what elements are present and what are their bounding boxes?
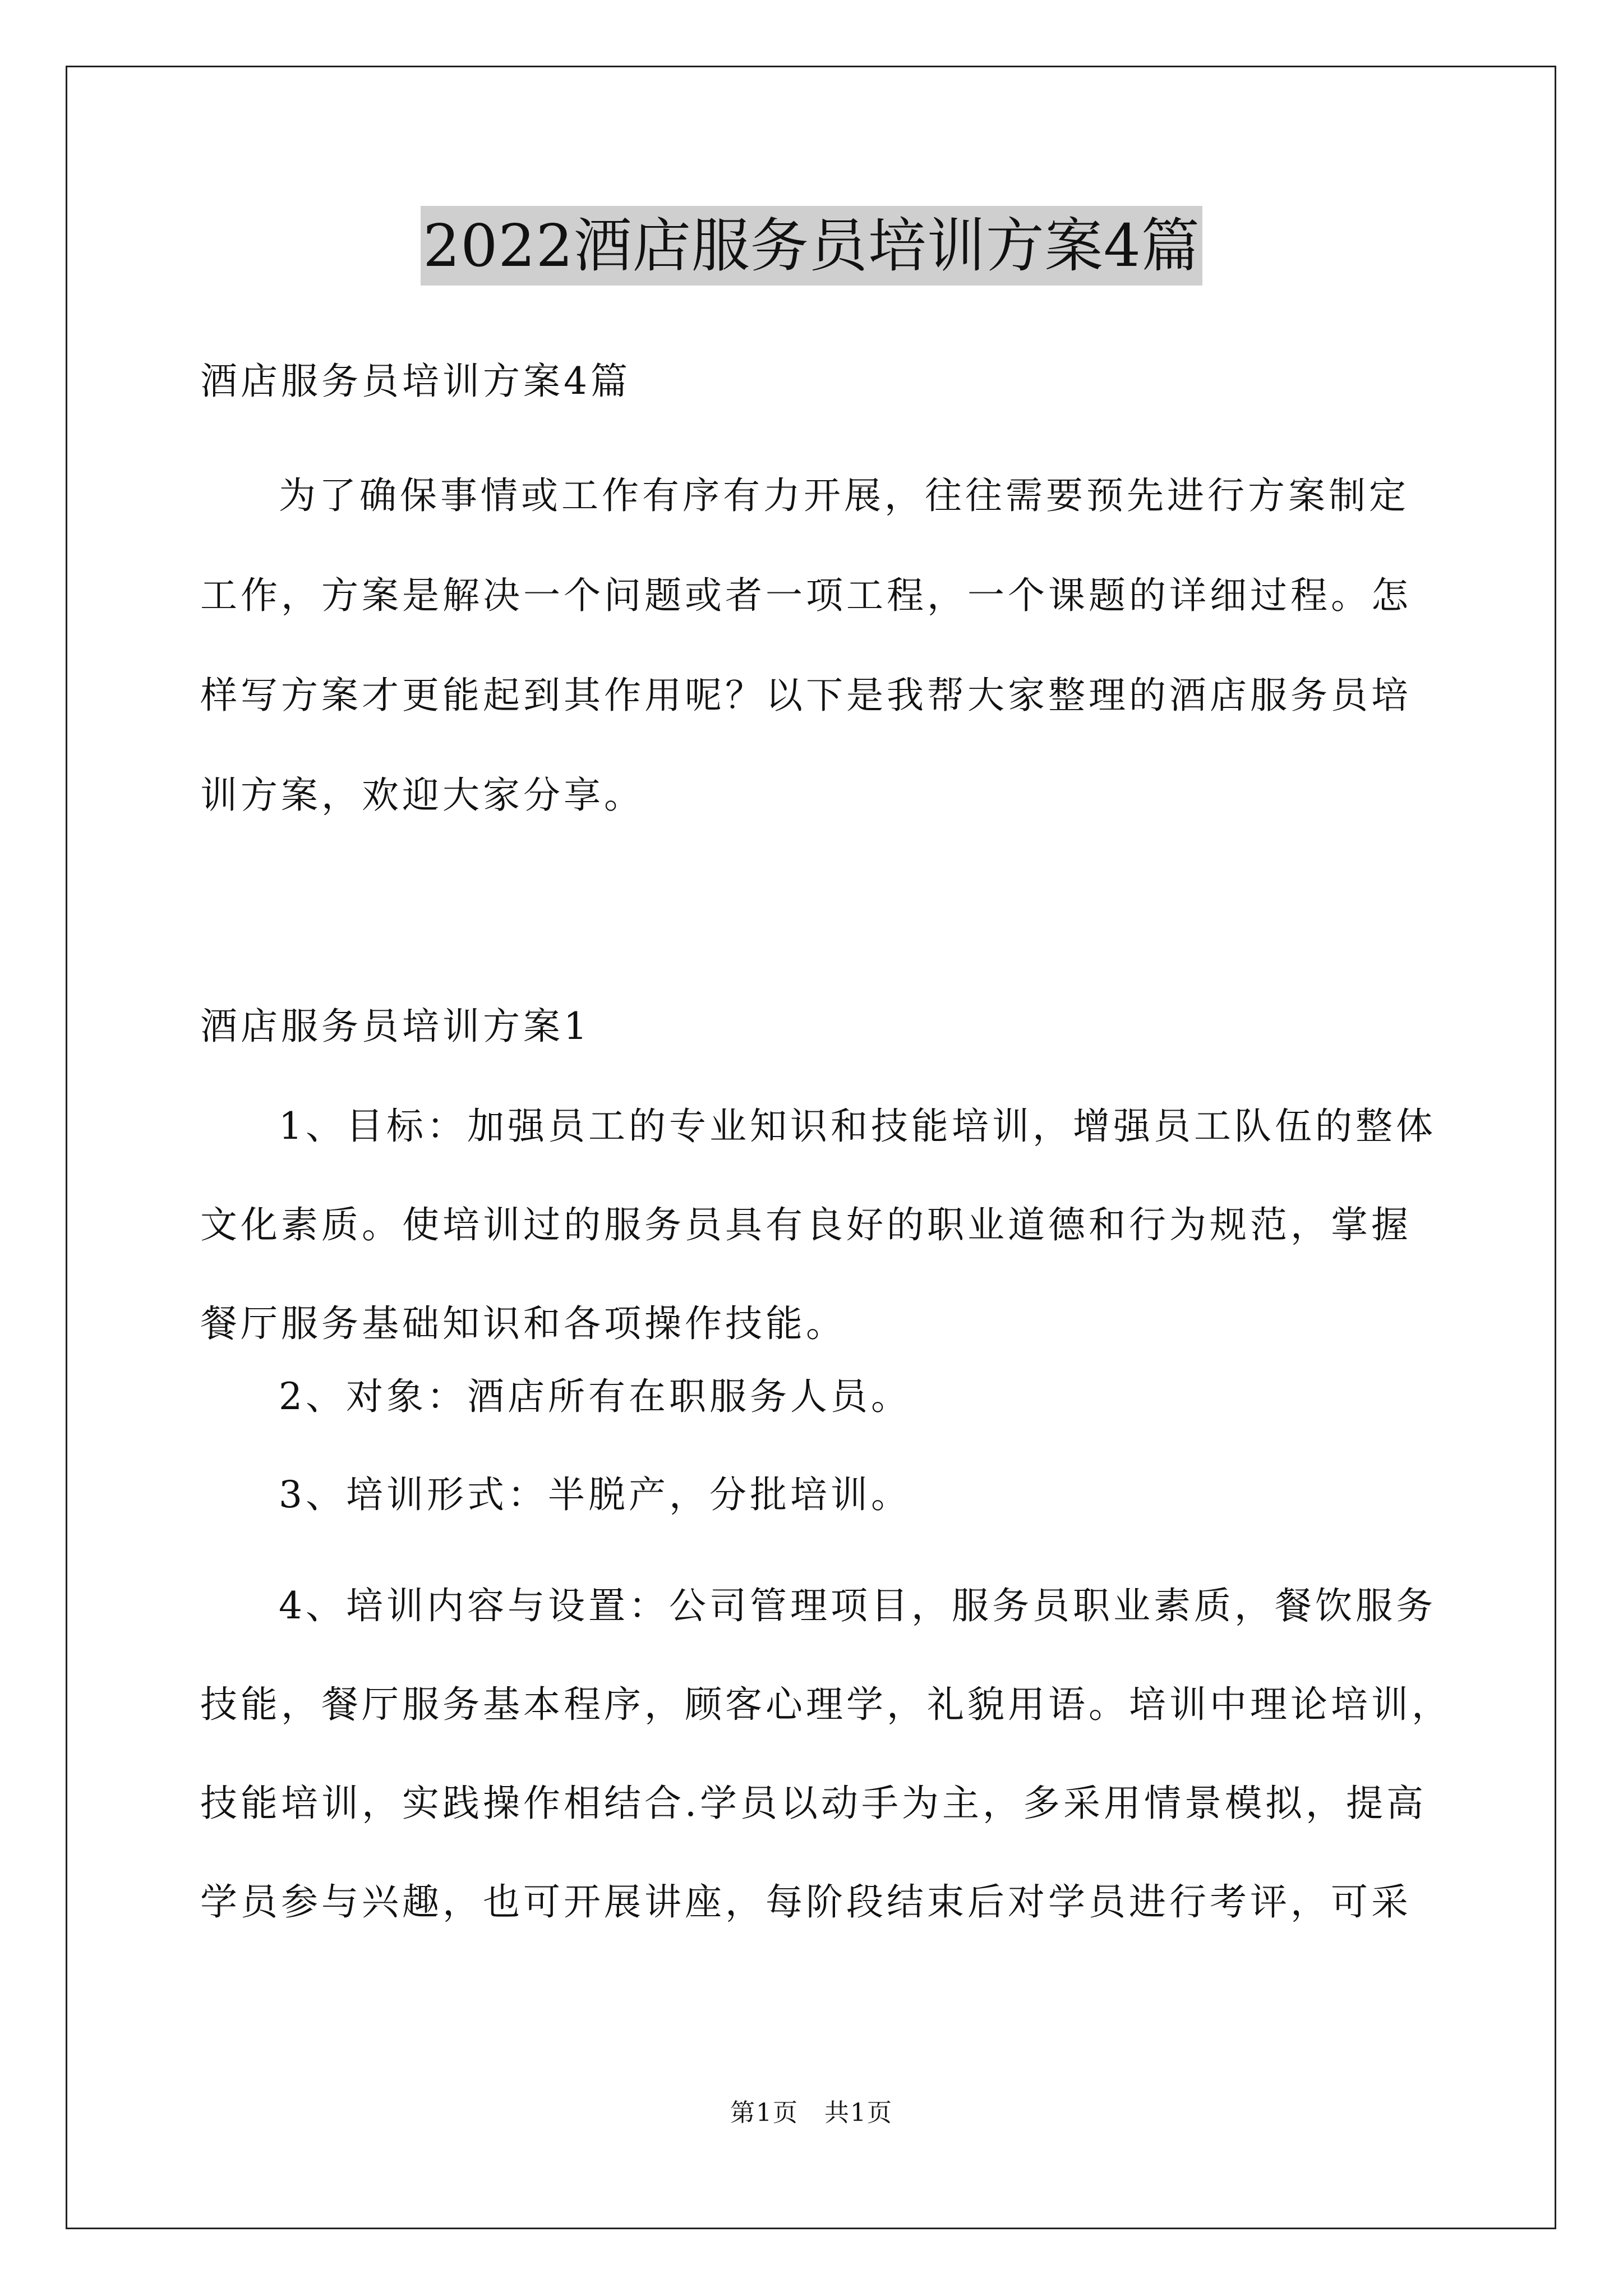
item-1-paragraph — [200, 1077, 1436, 1373]
item-1-line: 1、目标：加强员工的专业知识和技能培训，增强员工队伍的整体 — [279, 1105, 1436, 1148]
document-subtitle: 酒店服务员培训方案4篇 — [200, 360, 631, 403]
item-2-line: 2、对象：酒店所有在职服务人员。 — [279, 1375, 911, 1418]
item-3-line: 3、培训形式：半脱产，分批培训。 — [279, 1473, 911, 1516]
intro-line: 工作，方案是解决一个问题或者一项工程，一个课题的详细过程。怎 — [200, 574, 1412, 617]
intro-paragraph — [200, 446, 1427, 845]
item-3-paragraph — [200, 1467, 1427, 1523]
item-1-line: 餐厅服务基础知识和各项操作技能。 — [200, 1302, 846, 1345]
item-4-line: 学员参与兴趣，也可开展讲座，每阶段结束后对学员进行考评，可采 — [200, 1880, 1412, 1924]
intro-line: 样写方案才更能起到其作用呢？以下是我帮大家整理的酒店服务员培 — [200, 674, 1412, 717]
item-4-paragraph — [200, 1557, 1452, 1952]
page-footer: 第1页 共1页 — [730, 2099, 893, 2127]
item-4-line: 技能，餐厅服务基本程序，顾客心理学，礼貌用语。培训中理论培训， — [200, 1683, 1452, 1726]
intro-line: 训方案，欢迎大家分享。 — [200, 774, 644, 817]
section-heading: 酒店服务员培训方案1 — [200, 1005, 591, 1048]
item-2-paragraph — [200, 1369, 1427, 1425]
item-4-line: 4、培训内容与设置：公司管理项目，服务员职业素质，餐饮服务 — [279, 1584, 1436, 1627]
item-4-line: 技能培训，实践操作相结合.学员以动手为主，多采用情景模拟，提高 — [200, 1782, 1427, 1825]
intro-line: 为了确保事情或工作有序有力开展，往往需要预先进行方案制定 — [279, 474, 1409, 517]
item-1-line: 文化素质。使培训过的服务员具有良好的职业道德和行为规范，掌握 — [200, 1203, 1412, 1246]
document-title: 2022酒店服务员培训方案4篇 — [421, 206, 1202, 286]
title-container — [0, 206, 1623, 286]
